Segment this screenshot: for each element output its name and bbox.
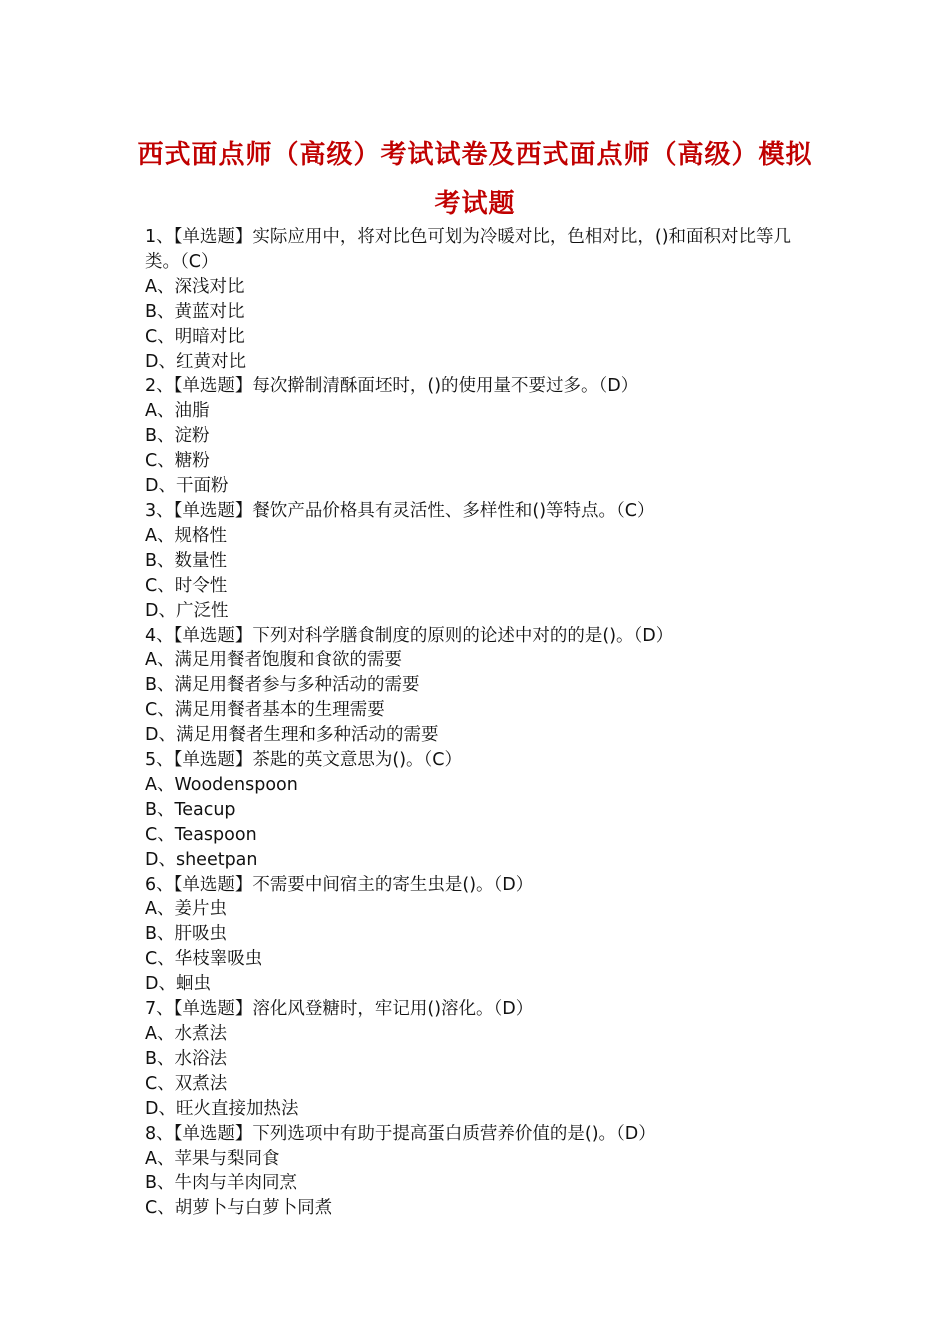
- option-a: A、深浅对比: [145, 276, 245, 297]
- question-block: [145, 748, 810, 873]
- option-c: C、双煮法: [145, 1073, 228, 1094]
- question-stem: 7、【单选题】溶化风登糖时，牢记用()溶化。（D）: [145, 999, 534, 1020]
- question-stem: 8、【单选题】下列选项中有助于提高蛋白质营养价值的是()。（D）: [145, 1123, 656, 1144]
- option-c: C、满足用餐者基本的生理需要: [145, 700, 385, 721]
- option-d: D、干面粉: [145, 476, 229, 497]
- option-a: A、满足用餐者饱腹和食欲的需要: [145, 650, 402, 671]
- question-block: [145, 374, 810, 499]
- option-c: C、糖粉: [145, 451, 210, 472]
- document-title-line-2: 考试题: [434, 189, 516, 219]
- option-a: A、油脂: [145, 401, 210, 422]
- option-b: B、淀粉: [145, 426, 210, 447]
- question-block: [145, 997, 810, 1122]
- option-a: A、水煮法: [145, 1024, 227, 1044]
- option-c: C、时令性: [145, 575, 228, 596]
- option-a: A、苹果与梨同食: [145, 1148, 280, 1169]
- option-c: C、明暗对比: [145, 326, 245, 347]
- document-title-line-1: 西式面点师（高级）考试试卷及西式面点师（高级）模拟: [137, 140, 813, 170]
- question-stem: 2、【单选题】每次擀制清酥面坯时，()的使用量不要过多。（D）: [145, 376, 639, 397]
- option-d: D、旺火直接加热法: [145, 1098, 299, 1119]
- option-d: D、蛔虫: [145, 974, 211, 995]
- question-stem: 4、【单选题】下列对科学膳食制度的原则的论述中对的的是()。（D）: [145, 625, 674, 646]
- option-c: C、胡萝卜与白萝卜同煮: [145, 1198, 333, 1219]
- option-b: B、水浴法: [145, 1048, 228, 1069]
- question-list: [145, 225, 810, 1221]
- option-c: C、Teaspoon: [145, 824, 257, 845]
- option-d: D、广泛性: [145, 600, 229, 621]
- option-d: D、sheetpan: [145, 849, 258, 870]
- option-a: A、规格性: [145, 525, 227, 546]
- question-stem: 5、【单选题】茶匙的英文意思为()。（C）: [145, 750, 463, 771]
- question-block: [145, 873, 810, 998]
- option-a: A、Woodenspoon: [145, 774, 298, 795]
- option-c: C、华枝睾吸虫: [145, 949, 263, 970]
- option-d: D、满足用餐者生理和多种活动的需要: [145, 725, 439, 746]
- question-block: [145, 1122, 810, 1222]
- question-stem: 3、【单选题】餐饮产品价格具有灵活性、多样性和()等特点。（C）: [145, 500, 655, 521]
- question-block: [145, 225, 810, 374]
- question-stem: 6、【单选题】不需要中间宿主的寄生虫是()。（D）: [145, 874, 534, 895]
- option-b: B、满足用餐者参与多种活动的需要: [145, 675, 420, 696]
- option-a: A、姜片虫: [145, 899, 227, 920]
- option-b: B、肝吸虫: [145, 924, 228, 945]
- option-d: D、红黄对比: [145, 351, 246, 372]
- question-stem: 1、【单选题】实际应用中，将对比色可划为冷暖对比，色相对比，()和面积对比等几类。（C）: [145, 227, 792, 272]
- question-block: [145, 624, 810, 749]
- option-b: B、数量性: [145, 550, 228, 571]
- option-b: B、牛肉与羊肉同烹: [145, 1173, 298, 1194]
- option-b: B、Teacup: [145, 799, 236, 820]
- option-b: B、黄蓝对比: [145, 301, 245, 322]
- question-block: [145, 499, 810, 624]
